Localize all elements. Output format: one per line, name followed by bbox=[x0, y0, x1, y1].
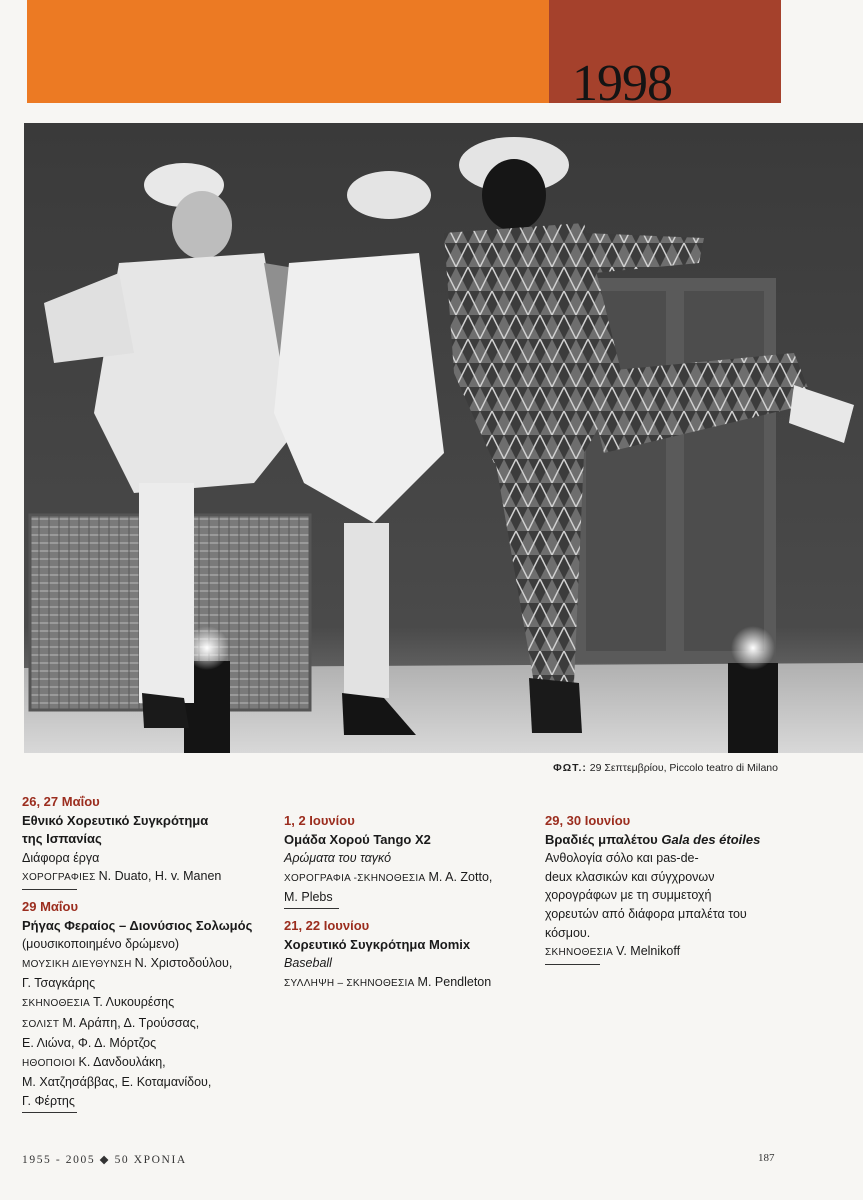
event-date: 29 Μαΐου bbox=[22, 898, 79, 914]
credit-names-cont: Γ. Φέρτης bbox=[22, 1093, 75, 1108]
event-1 bbox=[22, 793, 272, 890]
event-subtitle: Αρώματα του ταγκό bbox=[284, 851, 392, 866]
event-4 bbox=[284, 917, 534, 993]
events-column-2 bbox=[284, 812, 534, 993]
credit-names: Τ. Λυκουρέσης bbox=[93, 994, 175, 1009]
credit-names-cont: Γ. Τσαγκάρης bbox=[22, 976, 96, 991]
event-credit bbox=[284, 868, 534, 889]
event-title-line-1: Εθνικό Χορευτικό Συγκρότημα bbox=[22, 812, 209, 828]
event-title bbox=[545, 831, 785, 850]
credit-role: ΣΥΛΛΗΨΗ – ΣΚΗΝΟΘΕΣΙΑ bbox=[284, 977, 415, 989]
event-date: 26, 27 Μαΐου bbox=[22, 794, 100, 809]
event-title-line-2: της Ισπανίας bbox=[22, 831, 102, 847]
credit-names: Κ. Δανδουλάκη, bbox=[78, 1054, 166, 1069]
event-subtitle: Baseball bbox=[284, 956, 332, 971]
event-credit bbox=[284, 973, 534, 994]
event-5 bbox=[545, 812, 785, 965]
credit-role: ΜΟΥΣΙΚΗ ΔΙΕΥΘΥΝΣΗ bbox=[22, 958, 132, 970]
credit-names-cont: Ε. Λιώνα, Φ. Δ. Μόρτζος bbox=[22, 1036, 157, 1051]
divider bbox=[545, 964, 600, 965]
footer-anniversary: 1955 - 2005 ◆ 50 ΧΡΟΝΙΑ bbox=[22, 1154, 187, 1166]
divider bbox=[284, 908, 339, 909]
credit-names: Μ. Αράπη, Δ. Τρούσσας, bbox=[62, 1015, 200, 1030]
event-date: 1, 2 Ιουνίου bbox=[284, 813, 355, 828]
photo-credit bbox=[553, 762, 778, 774]
credit-names: M. A. Zotto, bbox=[428, 869, 493, 884]
credit-role: ΣΚΗΝΟΘΕΣΙΑ bbox=[545, 947, 614, 959]
credit-names: N. Duato, H. v. Manen bbox=[98, 869, 222, 884]
event-credit bbox=[545, 942, 785, 963]
event-title-plain: Βραδιές μπαλέτου bbox=[545, 831, 662, 847]
credit-role: ΣΟΛΙΣΤ bbox=[22, 1018, 60, 1030]
credit-role: ΗΘΟΠΟΙΟΙ bbox=[22, 1057, 76, 1069]
photo-credit-text: 29 Σεπτεμβρίου, Piccolo teatro di Milano bbox=[589, 762, 778, 774]
divider bbox=[22, 889, 77, 890]
event-title-italic: Gala des étoiles bbox=[661, 831, 761, 847]
credit-role: ΣΚΗΝΟΘΕΣΙΑ bbox=[22, 997, 91, 1009]
page-year: 1998 bbox=[572, 55, 672, 112]
event-subtitle: Διάφορα έργα bbox=[22, 850, 100, 865]
photo-credit-label: ΦΩΤ.: bbox=[553, 762, 587, 774]
event-title: Ρήγας Φεραίος – Διονύσιος Σολωμός bbox=[22, 917, 253, 933]
event-title: Ομάδα Χορού Tango X2 bbox=[284, 831, 431, 847]
credit-names: V. Melnikoff bbox=[616, 944, 681, 959]
credit-names-cont: M. Plebs bbox=[284, 890, 333, 905]
event-description-line: χορευτών από διάφορα μπαλέτα του bbox=[545, 906, 747, 921]
events-column-3 bbox=[545, 812, 785, 973]
event-title: Χορευτικό Συγκρότημα Momix bbox=[284, 936, 471, 952]
event-credit bbox=[22, 1053, 272, 1074]
credit-role: ΧΟΡΟΓΡΑΦΙΕΣ bbox=[22, 872, 96, 884]
credit-names-cont: Μ. Χατζησάββας, Ε. Κοταμανίδου, bbox=[22, 1075, 212, 1090]
event-credit bbox=[22, 867, 272, 888]
event-credit bbox=[22, 993, 272, 1014]
divider bbox=[22, 1112, 77, 1113]
event-description-line: Ανθολογία σόλο και pas-de- bbox=[545, 851, 699, 866]
event-description-line: κόσμου. bbox=[545, 925, 591, 940]
credit-names: M. Pendleton bbox=[417, 974, 492, 989]
event-subtitle: (μουσικοποιημένο δρώμενο) bbox=[22, 937, 180, 952]
event-credit bbox=[22, 954, 272, 975]
event-date: 29, 30 Ιουνίου bbox=[545, 813, 631, 828]
event-credit bbox=[22, 1014, 272, 1035]
page-number: 187 bbox=[758, 1152, 775, 1164]
credit-names: Ν. Χριστοδούλου, bbox=[134, 955, 233, 970]
event-3 bbox=[284, 812, 534, 909]
stage-photo bbox=[24, 123, 863, 753]
event-description-line: χορογράφων με τη συμμετοχή bbox=[545, 888, 712, 903]
header-band-orange bbox=[27, 0, 549, 103]
credit-role: ΧΟΡΟΓΡΑΦΙΑ -ΣΚΗΝΟΘΕΣΙΑ bbox=[284, 872, 426, 884]
event-date: 21, 22 Ιουνίου bbox=[284, 917, 370, 933]
events-column-1 bbox=[22, 793, 272, 1121]
event-description-line: deux κλασικών και σύγχρονων bbox=[545, 869, 715, 884]
event-2 bbox=[22, 898, 272, 1113]
